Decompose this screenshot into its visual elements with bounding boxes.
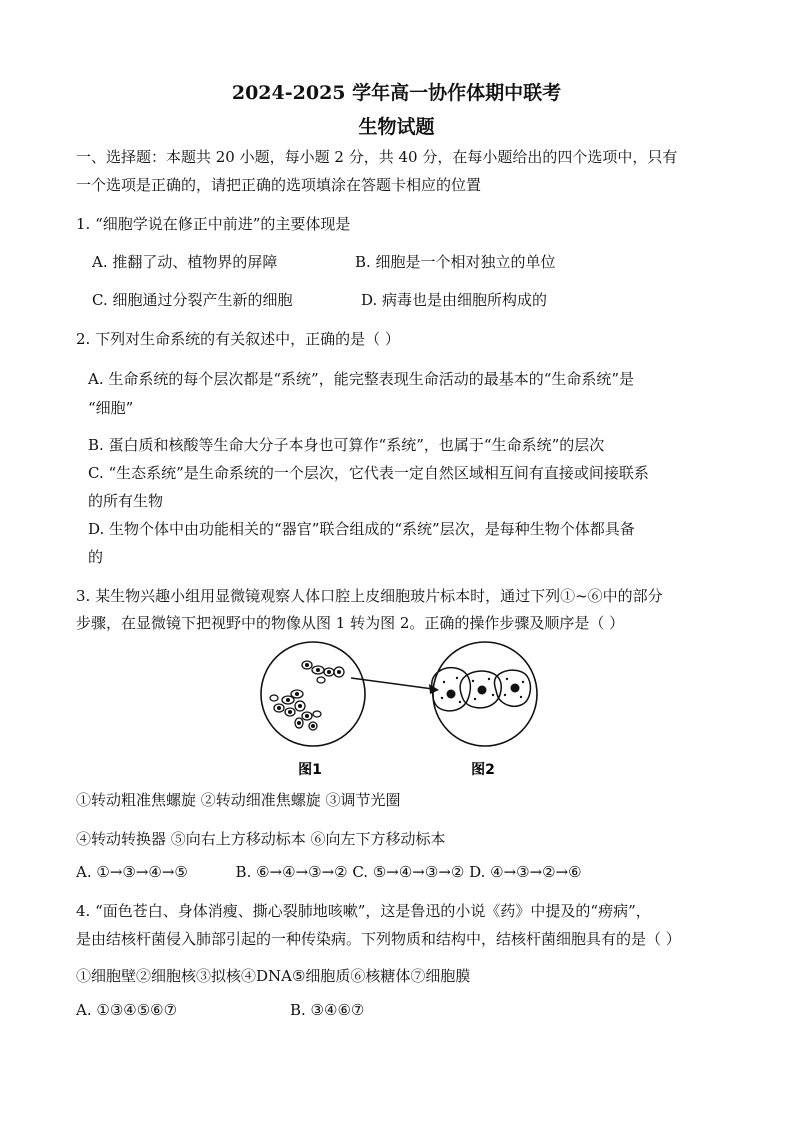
q2-option-a-line1: A. 生命系统的每个层次都是“系统”，能完整表现生命活动的最基本的“生命系统”是 <box>88 370 635 388</box>
figure-1-label: 图1 <box>298 762 322 778</box>
q4-option-a: A. ①③④⑤⑥⑦ <box>76 1001 178 1019</box>
q1-option-d: D. 病毒也是由细胞所构成的 <box>361 291 548 309</box>
microscope-figure <box>255 632 545 782</box>
q4-option-b: B. ③④⑥⑦ <box>290 1001 365 1019</box>
q3-stem-line2: 步骤，在显微镜下把视野中的物像从图 1 转为图 2。正确的操作步骤及顺序是（ ） <box>76 614 625 632</box>
q2-option-c-line1: C. “生态系统”是生命系统的一个层次，它代表一定自然区域相互间有直接或间接联系 <box>88 464 649 482</box>
q3-options: A. ①→③→④→⑤ B. ⑥→④→③→② C. ⑤→④→③→② D. ④→③→②→⑥ <box>76 863 582 881</box>
q2-option-a-line2: “细胞” <box>88 399 134 417</box>
small-cells-group <box>270 661 344 730</box>
q4-items: ①细胞壁②细胞核③拟核④DNA⑤细胞质⑥核糖体⑦细胞膜 <box>76 967 471 985</box>
cell-nuclei-group <box>441 677 524 703</box>
figure-2-label: 图2 <box>471 762 495 778</box>
q1-option-c: C. 细胞通过分裂产生新的细胞 <box>92 291 293 309</box>
q2-stem: 2. 下列对生命系统的有关叙述中，正确的是（ ） <box>76 330 400 348</box>
microscope-views-svg <box>255 632 545 782</box>
q1-option-b: B. 细胞是一个相对独立的单位 <box>355 253 556 271</box>
section-instructions-line1: 一、选择题：本题共 20 小题，每小题 2 分，共 40 分，在每小题给出的四个选项中，只有 <box>76 148 678 166</box>
q2-option-b: B. 蛋白质和核酸等生命大分子本身也可算作“系统”，也属于“生命系统”的层次 <box>88 436 605 454</box>
q4-stem-line1: 4. “面色苍白、身体消瘦、撕心裂肺地咳嗽”，这是鲁迅的小说《药》中提及的“痨病”， <box>76 902 651 920</box>
q3-stem-line1: 3. 某生物兴趣小组用显微镜观察人体口腔上皮细胞玻片标本时，通过下列①~⑥中的部分 <box>76 587 663 605</box>
q3-steps-line2: ④转动转换器 ⑤向右上方移动标本 ⑥向左下方移动标本 <box>76 830 446 848</box>
exam-subject-title: 生物试题 <box>358 116 435 138</box>
q2-option-d-line2: 的 <box>88 548 104 566</box>
q2-option-c-line2: 的所有生物 <box>88 492 164 510</box>
q1-option-a: A. 推翻了动、植物界的屏障 <box>92 253 278 271</box>
q2-option-d-line1: D. 生物个体中由功能相关的“器官”联合组成的“系统”层次，是每种生物个体都具备 <box>88 520 635 538</box>
q4-stem-line2: 是由结核杆菌侵入肺部引起的一种传染病。下列物质和结构中，结核杆菌细胞具有的是（ ） <box>76 930 681 948</box>
q3-steps-line1: ①转动粗准焦螺旋 ②转动细准焦螺旋 ③调节光圈 <box>76 791 401 809</box>
exam-title: 2024-2025 学年高一协作体期中联考 <box>231 82 562 104</box>
section-instructions-line2: 一个选项是正确的，请把正确的选项填涂在答题卡相应的位置 <box>76 176 482 194</box>
q1-stem: 1. “细胞学说在修正中前进”的主要体现是 <box>76 215 351 233</box>
